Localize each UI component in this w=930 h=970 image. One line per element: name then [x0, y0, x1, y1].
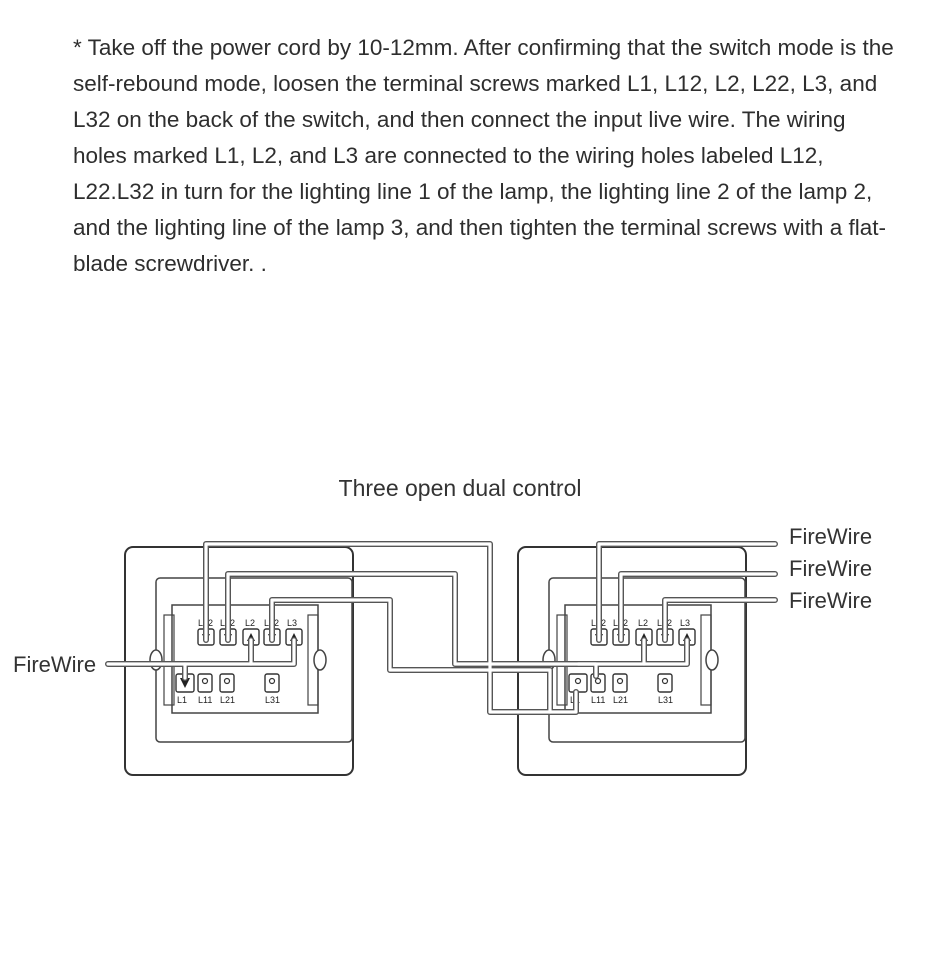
left-terminal-label-L21: L21	[220, 695, 236, 705]
right-terminal-label-L11: L11	[591, 695, 606, 705]
input-firewire-label: FireWire	[13, 652, 97, 677]
output-firewire-label-2: FireWire	[789, 556, 873, 581]
right-terminal-label-L22: L22	[613, 618, 629, 628]
right-terminal-label-L3: L3	[680, 618, 691, 628]
left-terminal-label-L1: L1	[177, 695, 188, 705]
left-terminal-label-L31: L31	[265, 695, 281, 705]
right-terminal-label-L32: L32	[657, 618, 673, 628]
left-terminal-label-L12: L12	[198, 618, 214, 628]
left-terminal-label-L11: L11	[198, 695, 213, 705]
left-terminal-label-L22: L22	[220, 618, 236, 628]
output-firewire-label-1: FireWire	[789, 524, 873, 549]
right-terminal-label-L1: L1	[570, 695, 581, 705]
diagram-title: Three open dual control	[338, 475, 582, 501]
left-terminal-label-L32: L32	[264, 618, 280, 628]
right-terminal-label-L12: L12	[591, 618, 607, 628]
output-firewire-label-3: FireWire	[789, 588, 873, 613]
left-terminal-label-L2: L2	[245, 618, 256, 628]
left-terminal-label-L3: L3	[287, 618, 298, 628]
right-terminal-label-L2: L2	[638, 618, 649, 628]
right-terminal-label-L21: L21	[613, 695, 629, 705]
right-terminal-label-L31: L31	[658, 695, 674, 705]
instructions-paragraph: * Take off the power cord by 10-12mm. After confirming that the switch mode is the self-rebound mode, loosen the terminal screws marked L1, L12, L2, L22, L3, and L32 on the back of the switch, and then connect the input live wire. The wiring holes marked L1, L2, and L3 are connected to the wiring holes labeled L12, L22.L32 in turn for the lighting line 1 of the lamp, the lighting line 2 of the lamp 2, and the lighting line of the lamp 3, and then tighten the terminal screws with a flat-blade screwdriver. .	[73, 35, 894, 276]
